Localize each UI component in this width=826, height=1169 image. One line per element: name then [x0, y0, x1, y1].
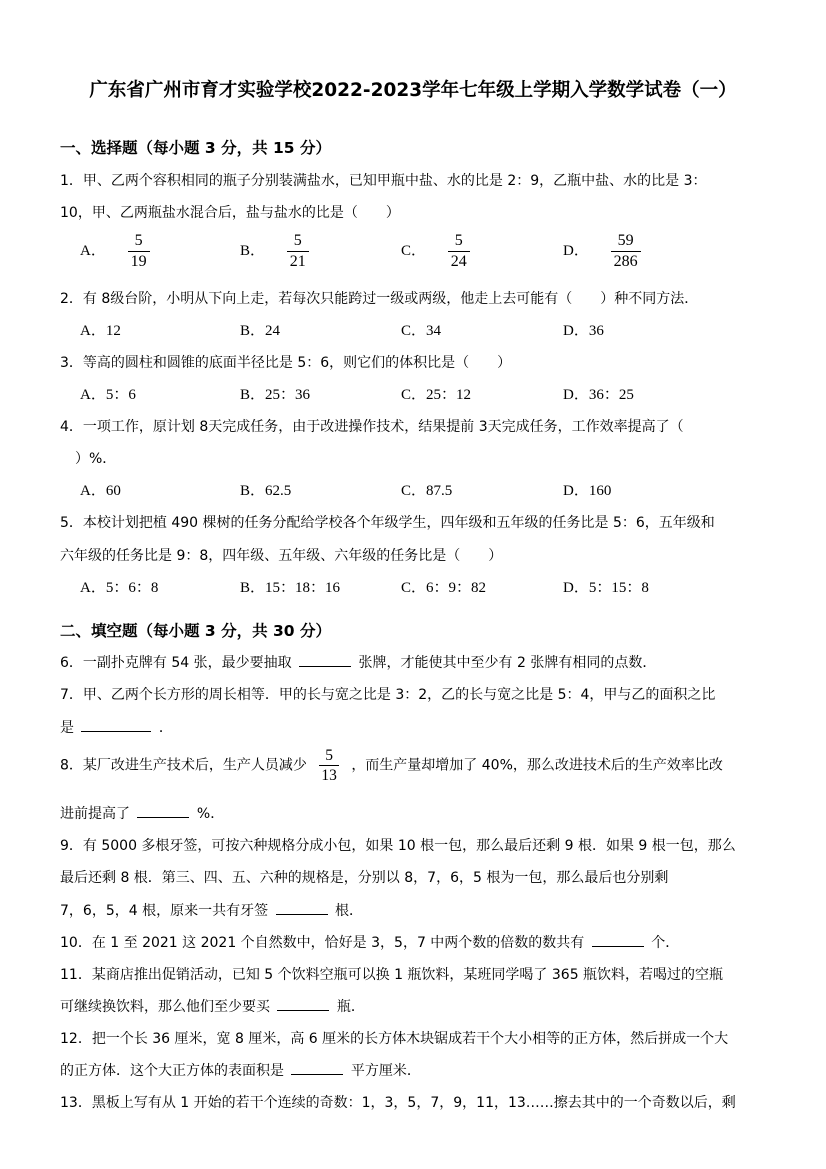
question-9-line-3 — [60, 900, 363, 920]
question-text: 是 — [60, 720, 74, 736]
option-q4-b[interactable]: B．62.5 — [240, 483, 292, 499]
option-q1-b[interactable] — [240, 231, 309, 272]
answer-blank[interactable] — [277, 996, 329, 1011]
question-text: ，而生产量却增加了 40%，那么改进技术后的生产效率比改 — [351, 757, 723, 774]
denominator: 19 — [128, 251, 150, 272]
question-2-line-1: 2．有 8级台阶，小明从下向上走，若每次只能跨过一级或两级，他走上去可能有（ ）种不同方法． — [60, 291, 699, 307]
option-q1-d[interactable] — [563, 231, 641, 272]
question-6-line-1 — [60, 652, 656, 672]
question-text: 瓶． — [336, 999, 365, 1015]
option-q2-d[interactable]: D．36 — [563, 323, 604, 339]
question-12-line-1: 12．把一个长 36 厘米，宽 8 厘米，高 6 厘米的长方体木块锯成若干个大小相等的正方体，然后拼成一个大 — [60, 1031, 729, 1047]
question-text: 根． — [335, 903, 363, 919]
option-label: C． — [401, 242, 427, 259]
question-10-line-1 — [60, 932, 679, 952]
numerator: 5 — [325, 747, 333, 764]
question-11-line-1: 11．某商店推出促销活动，已知 5 个饮料空瓶可以换 1 瓶饮料，某班同学喝了 365 瓶饮料，若喝过的空瓶 — [60, 967, 724, 983]
numerator: 5 — [134, 232, 143, 249]
answer-blank[interactable] — [137, 803, 189, 818]
option-q5-c[interactable]: C．6：9：82 — [401, 580, 487, 596]
option-q1-c[interactable] — [401, 231, 470, 272]
option-q3-d[interactable]: D．36：25 — [563, 387, 634, 403]
numerator: 59 — [617, 232, 634, 249]
option-q4-a[interactable]: A．60 — [80, 483, 121, 499]
option-q3-c[interactable]: C．25：12 — [401, 387, 472, 403]
question-5-line-2: 六年级的任务比是 9：8，四年级、五年级、六年级的任务比是（ ） — [60, 548, 503, 564]
question-text: 可继续换饮料，那么他们至少要买 — [60, 999, 270, 1015]
answer-blank[interactable] — [276, 900, 328, 915]
question-text: 平方厘米． — [350, 1063, 421, 1079]
denominator: 24 — [448, 251, 470, 272]
question-12-line-2 — [60, 1060, 421, 1080]
question-9-line-1: 9．有 5000 多根牙签，可按六种规格分成小包，如果 10 根一包，那么最后还剩 9 根．如果 9 根一包，那么 — [60, 838, 736, 854]
answer-blank[interactable] — [81, 717, 151, 732]
question-8-line-1 — [60, 746, 723, 785]
option-q3-a[interactable]: A．5：6 — [80, 387, 136, 403]
denominator: 286 — [611, 251, 641, 272]
question-text: 8．某厂改进生产技术后，生产人员减少 — [60, 757, 307, 774]
question-text: 张牌，才能使其中至少有 2 张牌有相同的点数． — [358, 655, 657, 671]
option-q2-a[interactable]: A．12 — [80, 323, 121, 339]
option-q5-b[interactable]: B．15：18：16 — [240, 580, 341, 596]
numerator: 5 — [293, 232, 302, 249]
option-q5-d[interactable]: D．5：15：8 — [563, 580, 649, 596]
option-label: B． — [240, 242, 266, 259]
question-8-line-2 — [60, 803, 224, 823]
question-text: %． — [196, 806, 225, 822]
question-text: ． — [158, 720, 173, 736]
option-q5-a[interactable]: A．5：6：8 — [80, 580, 159, 596]
option-q2-c[interactable]: C．34 — [401, 323, 442, 339]
fraction — [319, 746, 339, 785]
question-text: 6．一副扑克牌有 54 张，最少要抽取 — [60, 655, 292, 671]
question-4-line-1: 4．一项工作，原计划 8天完成任务，由于改进操作技术，结果提前 3天完成任务，工作效率提高了（ — [60, 419, 684, 435]
question-4-line-2: ）%． — [75, 451, 117, 467]
page-title: 广东省广州市育才实验学校2022-2023学年七年级上学期入学数学试卷（一） — [89, 80, 737, 101]
question-5-line-1: 5．本校计划把植 490 棵树的任务分配给学校各个年级学生，四年级和五年级的任务比是 5：6，五年级和 — [60, 515, 715, 531]
question-text: 个． — [651, 935, 680, 951]
numerator: 5 — [454, 232, 463, 249]
fraction — [448, 231, 470, 272]
option-q3-b[interactable]: B．25：36 — [240, 387, 311, 403]
option-q1-a[interactable] — [80, 231, 150, 272]
fraction — [287, 231, 309, 272]
question-11-line-2 — [60, 996, 365, 1016]
section-heading-fill: 二、填空题（每小题 3 分，共 30 分） — [60, 622, 331, 640]
section-heading-choice: 一、选择题（每小题 3 分，共 15 分） — [60, 139, 331, 157]
denominator: 13 — [321, 767, 337, 784]
answer-blank[interactable] — [299, 652, 351, 667]
question-9-line-2: 最后还剩 8 根．第三、四、五、六种的规格是，分别以 8，7，6，5 根为一包，那么最后也分别剩 — [60, 870, 669, 886]
option-q2-b[interactable]: B．24 — [240, 323, 281, 339]
fraction — [611, 231, 641, 272]
option-label: D． — [563, 242, 589, 259]
option-label: A． — [80, 242, 106, 259]
question-7-line-1: 7．甲、乙两个长方形的周长相等．甲的长与宽之比是 3：2，乙的长与宽之比是 5：4，甲与乙的面积之比 — [60, 687, 716, 703]
denominator: 21 — [287, 251, 309, 272]
question-1-line-1: 1．甲、乙两个容积相同的瓶子分别装满盐水，已知甲瓶中盐、水的比是 2：9，乙瓶中盐、水的比是 3： — [60, 173, 707, 189]
question-3-line-1: 3．等高的圆柱和圆锥的底面半径比是 5：6，则它们的体积比是（ ） — [60, 355, 512, 371]
question-text: 的正方体．这个大正方体的表面积是 — [60, 1063, 284, 1079]
question-1-line-2: 10，甲、乙两瓶盐水混合后，盐与盐水的比是（ ） — [60, 205, 400, 221]
fraction — [128, 231, 150, 272]
question-text: 10．在 1 至 2021 这 2021 个自然数中，恰好是 3，5，7 中两个数的倍数的数共有 — [60, 935, 585, 951]
answer-blank[interactable] — [592, 932, 644, 947]
option-q4-d[interactable]: D．160 — [563, 483, 612, 499]
answer-blank[interactable] — [291, 1060, 343, 1075]
question-text: 进前提高了 — [60, 806, 130, 822]
question-text: 7，6，5，4 根，原来一共有牙签 — [60, 903, 269, 919]
question-7-line-2 — [60, 717, 173, 737]
question-13-line-1: 13．黑板上写有从 1 开始的若干个连续的奇数：1，3，5，7，9，11，13……擦去其中的一个奇数以后，剩 — [60, 1095, 736, 1111]
option-q4-c[interactable]: C．87.5 — [401, 483, 453, 499]
